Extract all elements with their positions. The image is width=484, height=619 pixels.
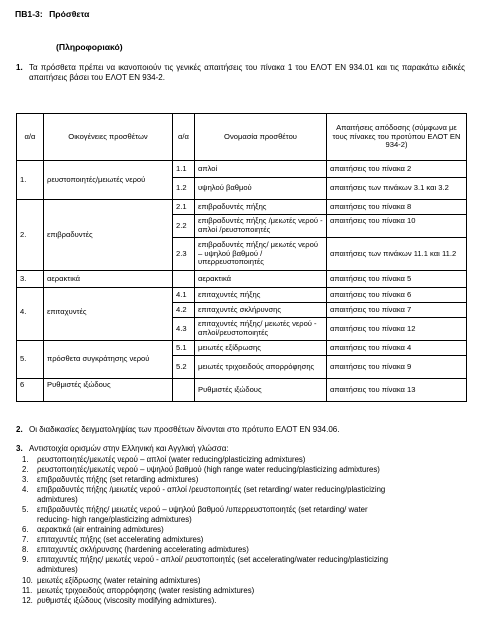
row-name: αερακτικά [195, 271, 327, 288]
table-row [17, 288, 467, 303]
list-item-continuation: admixtures) [37, 565, 78, 574]
table-row [17, 271, 467, 288]
table-row [17, 341, 467, 356]
section-heading [15, 10, 89, 19]
list-item [22, 505, 462, 514]
table-row [17, 200, 467, 215]
list-item-number: 5. [22, 505, 29, 514]
list-item-number: 3. [22, 475, 29, 484]
header-aa2: α/α [173, 114, 195, 161]
para1-text: Τα πρόσθετα πρέπει να ικανοποιούν τις γενικές απαιτήσεις του πίνακα 1 του ΕΛΟΤ ΕΝ 934.01 και τις παρακάτω ειδικές απαιτήσεις βάσει του ΕΛΟΤ ΕΝ 934-2. [29, 63, 465, 82]
list-item-text: επιταχυντές πήξης (set accelerating admixtures) [37, 535, 204, 544]
row-req: απαιτήσεις του πίνακα 6 [327, 288, 467, 303]
row-req: απαιτήσεις των πινάκων 3.1 και 3.2 [327, 178, 467, 200]
list-item-number: 11. [22, 586, 33, 595]
row-name: μειωτές τριχοειδούς απορρόφησης [195, 356, 327, 379]
list-item [22, 596, 462, 605]
list-item-number: 12. [22, 596, 33, 605]
admixture-table [16, 113, 467, 402]
group-aa: 3. [17, 271, 44, 288]
list-item-number: 8. [22, 545, 29, 554]
row-name: μειωτές εξίδρωσης [195, 341, 327, 356]
row-req: απαιτήσεις του πίνακα 9 [327, 356, 467, 379]
list-item-text: ρευστοποιητές/μειωτές νερού – υψηλού βαθμού (high range water reducing/plasticizing admixtures) [37, 465, 380, 474]
row-aa [173, 379, 195, 402]
table-row [17, 161, 467, 178]
header-name: Ονομασία προσθέτου [195, 114, 327, 161]
list-item [22, 535, 462, 544]
row-name: Ρυθμιστές ιξώδους [195, 379, 327, 402]
table-row [17, 379, 467, 402]
group-family: Ρυθμιστές ιξώδους [44, 379, 173, 402]
row-aa: 4.1 [173, 288, 195, 303]
row-aa: 2.3 [173, 238, 195, 271]
list-item-number: 6. [22, 525, 29, 534]
para1-number: 1. [16, 63, 23, 72]
row-aa: 4.3 [173, 318, 195, 341]
list-item-text: επιταχυντές πήξης/ μειωτές νερού - απλοί/ ρευστοποιητές (set accelerating/water reducing/plasticizing [37, 555, 389, 564]
row-aa [173, 271, 195, 288]
para2-number: 2. [16, 425, 23, 434]
list-item [22, 525, 462, 534]
list-item [22, 465, 462, 474]
row-aa: 2.2 [173, 215, 195, 238]
list-item-text: επιβραδυντές πήξης/ μειωτές νερού – υψηλού βαθμού /υπερρευστοποιητές (set retarding/ water [37, 505, 368, 514]
row-req: απαιτήσεις του πίνακα 13 [327, 379, 467, 402]
list-item-text: επιβραδυντές πήξης /μειωτές νερού - απλοί /ρευστοποιητές (set retarding/ water reducing/plasticizing [37, 485, 386, 494]
row-req: απαιτήσεις του πίνακα 2 [327, 161, 467, 178]
list-item-text: ρυθμιστές ιξώδους (viscosity modifying admixtures). [37, 596, 217, 605]
list-item [22, 586, 462, 595]
row-name: επιβραδυντές πήξης/ μειωτές νερού – υψηλού βαθμού / υπερρευστοποιητές [195, 238, 327, 271]
row-req: απαιτήσεις του πίνακα 10 [327, 215, 467, 238]
list-item-text: επιβραδυντές πήξης (set retarding admixtures) [37, 475, 199, 484]
group-family: αερακτικά [44, 271, 173, 288]
row-req: απαιτήσεις του πίνακα 7 [327, 303, 467, 318]
list-item-number: 9. [22, 555, 29, 564]
para3-text: Αντιστοιχία ορισμών στην Ελληνική και Αγγλική γλώσσα: [29, 444, 229, 453]
row-req: απαιτήσεις του πίνακα 5 [327, 271, 467, 288]
row-name: επιταχυντές σκλήρυνσης [195, 303, 327, 318]
list-item-number: 10. [22, 576, 33, 585]
section-title: Πρόσθετα [49, 9, 90, 19]
row-aa: 5.1 [173, 341, 195, 356]
row-name: επιβραδυντές πήξης [195, 200, 327, 215]
list-item [22, 555, 462, 564]
row-name: επιταχυντές πήξης/ μειωτές νερού - απλοί/ρευστοποιητές [195, 318, 327, 341]
group-family: πρόσθετα συγκράτησης νερού [44, 341, 173, 379]
table-header-row [17, 114, 467, 161]
row-name: επιταχυντές πήξης [195, 288, 327, 303]
row-aa: 5.2 [173, 356, 195, 379]
para3-number: 3. [16, 444, 23, 453]
group-aa: 5. [17, 341, 44, 379]
group-aa: 4. [17, 288, 44, 341]
list-item-number: 7. [22, 535, 29, 544]
list-item-number: 1. [22, 455, 29, 464]
row-name: απλοί [195, 161, 327, 178]
group-aa: 2. [17, 200, 44, 271]
group-family: επιταχυντές [44, 288, 173, 341]
list-item-text: μειωτές εξίδρωσης (water retaining admixtures) [37, 576, 201, 585]
header-family: Οικογένειες προσθέτων [44, 114, 173, 161]
row-req: απαιτήσεις του πίνακα 12 [327, 318, 467, 341]
list-item [22, 576, 462, 585]
row-aa: 4.2 [173, 303, 195, 318]
row-aa: 1.1 [173, 161, 195, 178]
group-aa: 6 [17, 379, 44, 402]
row-aa: 2.1 [173, 200, 195, 215]
group-family: επιβραδυντές [44, 200, 173, 271]
group-family: ρευστοποιητές/μειωτές νερού [44, 161, 173, 200]
list-item-continuation: reducing- high range/plasticizing admixtures) [37, 515, 192, 524]
list-item [22, 545, 462, 554]
list-item-text: αερακτικά (air entraining admixtures) [37, 525, 164, 534]
row-req: απαιτήσεις του πίνακα 4 [327, 341, 467, 356]
row-req: απαιτήσεις των πινάκων 11.1 και 11.2 [327, 238, 467, 271]
list-item-text: ρευστοποιητές/μειωτές νερού – απλοί (water reducing/plasticizing admixtures) [37, 455, 306, 464]
header-requirements: Απαιτήσεις απόδοσης (σύμφωνα με τους πίνακες του προτύπου ΕΛΟΤ ΕΝ 934-2) [327, 114, 467, 161]
list-item-continuation: admixtures) [37, 495, 78, 504]
list-item-text: μειωτές τριχοειδούς απορρόφησης (water resisting admixtures) [37, 586, 255, 595]
group-aa: 1. [17, 161, 44, 200]
list-item-number: 2. [22, 465, 29, 474]
row-name: επιβραδυντές πήξης /μειωτές νερού - απλοί /ρευστοποιητές [195, 215, 327, 238]
list-item [22, 485, 462, 494]
row-aa: 1.2 [173, 178, 195, 200]
row-req: απαιτήσεις του πίνακα 8 [327, 200, 467, 215]
row-name: υψηλού βαθμού [195, 178, 327, 200]
list-item [22, 455, 462, 464]
section-subtitle: (Πληροφοριακό) [56, 42, 123, 52]
section-code: ΠΒ1-3: [15, 9, 43, 19]
para2-text: Οι διαδικασίες δειγματοληψίας των προσθέτων δίνονται στο πρότυπο ΕΛΟΤ ΕΝ 934.06. [29, 425, 340, 434]
list-item-number: 4. [22, 485, 29, 494]
list-item-text: επιταχυντές σκλήρυνσης (hardening accelerating admixtures) [37, 545, 249, 554]
list-item [22, 475, 462, 484]
header-aa1: α/α [17, 114, 44, 161]
